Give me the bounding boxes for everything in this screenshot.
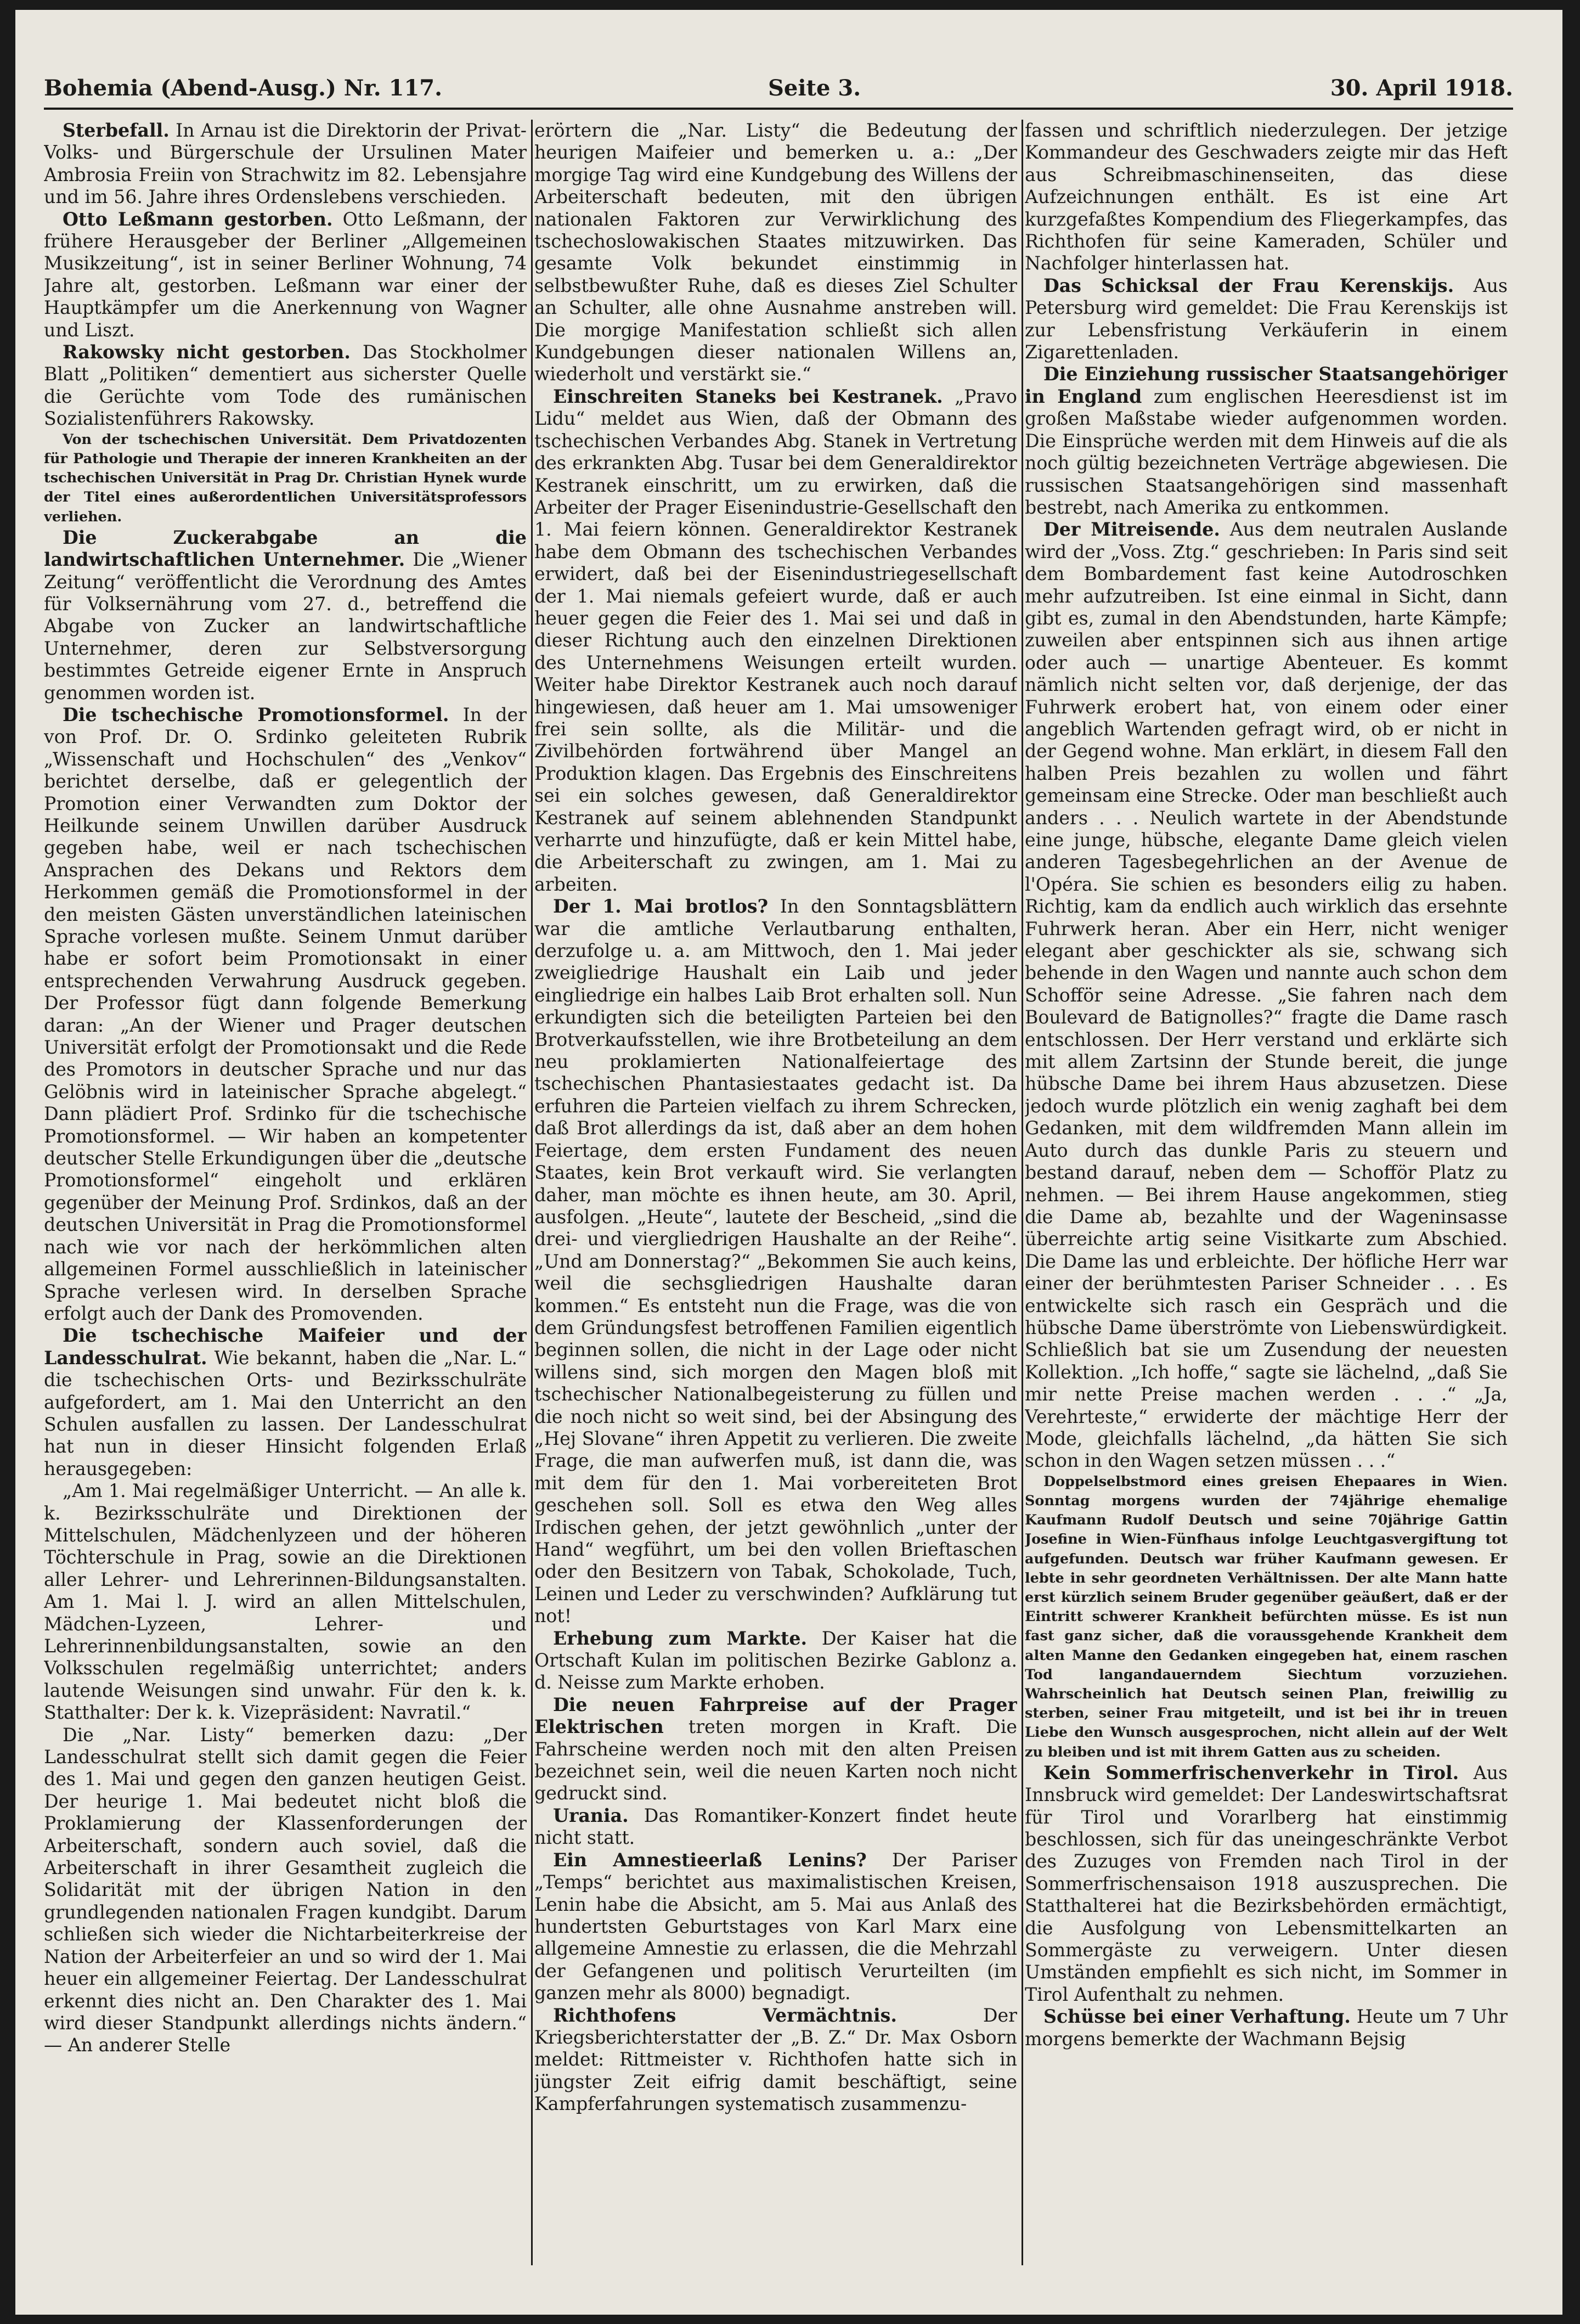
article-text: Die „Nar. Listy“ bemerken dazu: „Der Landesschulrat stellt sich damit gegen die Feier des 1. Mai und gegen den ganzen heutigen Geist. Der heurige 1. Mai bedeutet nicht bloß die Proklamierung der Klassenforderungen der Arbeiterschaft, sondern auch soviel, daß die Arbeiterschaft in ihrer Gesamtheit zugleich die Solidarität mit der übrigen Nation in den grundlegenden nationalen Fragen kundgibt. Darum schließen sich wieder die Nichtarbeiterkreise der Nation der Arbeiterfeier an und so wird der 1. Mai heuer ein allgemeiner Feiertag. Der Landesschulrat erkennt dies nicht an. Den Charakter des 1. Mai wird dieser Standpunkt allerdings nichts ändern.“ — An anderer Stelle <box>44 1724 527 2056</box>
article-text: zum englischen Heeresdienst ist im großen Maßstabe wieder aufgenommen worden. Die Einsprüche werden mit dem Hinweis auf die als noch gültig bezeichneten Verträge abgewiesen. Die russischen Staatsangehörigen sind massenhaft bestrebt, nach Amerika zu entkommen. <box>1025 385 1508 518</box>
masthead-edition: Bohemia (Abend-Ausg.) Nr. 117. <box>44 75 443 101</box>
article-text: In der von Prof. Dr. O. Srdinko geleiteten Rubrik „Wissenschaft und Hochschulen“ des „Venkov“ berichtet derselbe, daß er gelegentlich der Promotion einer Verwandten zum Doktor der Heilkunde seinem Unwillen darüber Ausdruck gegeben habe, weil er nach tschechischen Ansprachen des Dekans und Rektors dem Herkommen gemäß die Promotionsformel in der den meisten Gästen unverständlichen lateinischen Sprache vorlesen mußte. Seinem Unmut darüber habe er sofort beim Promotionsakt in einer entsprechenden Verwahrung Ausdruck gegeben. Der Professor fügt dann folgende Bemerkung daran: „An der Wiener und Prager deutschen Universität erfolgt der Promotionsakt und die Rede des Promotors in deutscher Sprache und nur das Gelöbnis wird in lateinischer Sprache abgelegt.“ Dann plädiert Prof. Srdinko für die tschechische Promotionsformel. — Wir haben an kompetenter deutscher Stelle Erkundigungen über die „deutsche Promotionsformel“ eingeholt und erklären gegenüber der Meinung Prof. Srdinkos, daß an der deutschen Universität in Prag die Promotionsformel nach wie vor nach der herkömmlichen alten allgemeinen Formel ausschließlich in lateinischer Sprache verlesen wird. In derselben Sprache erfolgt auch der Dank des Promovenden. <box>44 704 527 1324</box>
article-text: „Pravo Lidu“ meldet aus Wien, daß der Obmann des tschechischen Verbandes Abg. Stanek in Vertretung des erkrankten Abg. Tusar bei dem Generaldirektor Kestranek einschritt, um zu erwirken, daß die Arbeiter der Prager Eisenindustrie-Gesellschaft den 1. Mai feiern können. Generaldirektor Kestranek habe dem Obmann des tschechischen Verbandes erwidert, daß bei der Eisenindustriegesellschaft der 1. Mai niemals gefeiert wurde, daß er auch heuer gegen die Feier des 1. Mai sei und daß in dieser Richtung auch den einzelnen Direktionen des Unternehmens Weisungen erteilt wurden. Weiter habe Direktor Kestranek auch noch darauf hingewiesen, daß heuer am 1. Mai umsoweniger frei sein sollte, als die Militär- und die Zivilbehörden fortwährend über Mangel an Produktion klagen. Das Ergebnis des Einschreitens sei ein solches gewesen, daß Generaldirektor Kestranek auf seinem ablehnenden Standpunkt verharrte und hinzufügte, daß er kein Mittel habe, die Arbeiterschaft zu zwingen, am 1. Mai zu arbeiten. <box>534 385 1017 895</box>
newspaper-page <box>15 10 1562 2315</box>
article-headline: Der Mitreisende. <box>1043 519 1220 541</box>
article-headline: Urania. <box>553 1804 629 1826</box>
article-paragraph <box>534 896 1017 1627</box>
article-paragraph <box>534 1694 1017 1805</box>
article-text: Das Romantiker-Konzert findet heute nicht statt. <box>534 1804 1017 1849</box>
article-text: Der Kriegsberichterstatter der „B. Z.“ Dr. Max Osborn meldet: Rittmeister v. Richthofen hatte sich in jüngster Zeit eifrig damit beschäftigt, seine Kampferfahrungen systematisch zusammenzu- <box>534 2004 1017 2115</box>
article-paragraph <box>534 1805 1017 1849</box>
article-paragraph <box>534 2005 1017 2115</box>
article-headline: Otto Leßmann gestorben. <box>63 208 333 230</box>
article-paragraph <box>1025 120 1508 275</box>
article-headline: Die tschechische Promotionsformel. <box>63 704 449 725</box>
article-paragraph <box>44 430 527 527</box>
article-headline: Die Zuckerabgabe an die landwirtschaftlichen Unternehmer. <box>44 526 527 571</box>
column-2 <box>534 120 1017 2265</box>
article-text: fassen und schriftlich niederzulegen. Der jetzige Kommandeur des Geschwaders zeigte mir das Heft aus Schreibmaschinenseiten, das diese Aufzeichnungen enthält. Es ist eine Art kurzgefaßtes Kompendium des Fliegerkampfes, das Richthofen für seine Kameraden, Schüler und Nachfolger hinterlassen hat. <box>1025 120 1508 274</box>
article-paragraph <box>1025 363 1508 519</box>
article-headline: Die tschechische Maifeier und der Landesschulrat. <box>44 1325 527 1369</box>
article-headline: Richthofens Vermächtnis. <box>553 2004 897 2026</box>
article-text: treten morgen in Kraft. Die Fahrscheine werden noch mit den alten Preisen bezeichnet sein, weil die neuen Karten noch nicht gedruckt sind. <box>534 1716 1017 1804</box>
article-headline: Erhebung zum Markte. <box>553 1627 808 1649</box>
article-text: Das Stockholmer Blatt „Politiken“ dementiert aus sicherster Quelle die Gerüchte vom Tode des rumänischen Sozialistenführers Rakowsky. <box>44 341 527 430</box>
article-headline: Ein Amnestieerlaß Lenins? <box>553 1849 867 1871</box>
article-text: Doppelselbstmord eines greisen Ehepaares in Wien. Sonntag morgens wurden der 74jährige ehemalige Kaufmann Rudolf Deutsch und seine 70jährige Gattin Josefine in Wien-Fünfhaus infolge Leuchtgasvergiftung tot aufgefunden. Deutsch war früher Kaufmann gewesen. Er lebte in sehr geordneten Verhältnissen. Der alte Mann hatte erst kürzlich seinem Bruder gegenüber geäußert, daß er der Eintritt schwerer Krankheit befürchten müsse. Es ist nun fast ganz sicher, daß die voraussgehende Krankheit dem alten Manne den Gedanken eingegeben hat, einem raschen Tod langandauerndem Siechtum vorzuziehen. Wahrscheinlich hat Deutsch seinen Plan, freiwillig zu sterben, seiner Frau mitgeteilt, und ist bei ihr in treuen Liebe den Wunsch ausgesprochen, nicht allein auf der Welt zu bleiben und ist mit ihrem Gatten aus zu scheiden. <box>1025 1473 1508 1760</box>
page-number: Seite 3. <box>768 75 861 101</box>
page-header <box>44 69 1513 110</box>
article-paragraph <box>44 1480 527 1724</box>
article-paragraph <box>1025 1472 1508 1762</box>
article-headline: Das Schicksal der Frau Kerenskijs. <box>1043 274 1454 296</box>
article-paragraph <box>44 341 527 430</box>
article-paragraph <box>44 1325 527 1480</box>
article-text: Von der tschechischen Universität. Dem Privatdozenten für Pathologie und Therapie der inneren Krankheiten an der tschechischen Universität in Prag Dr. Christian Hynek wurde der Titel eines außerordentlichen Universitätsprofessors verliehen. <box>44 431 527 525</box>
issue-date: 30. April 1918. <box>1330 75 1513 101</box>
article-text: Aus dem neutralen Auslande wird der „Voss. Ztg.“ geschrieben: In Paris sind seit dem Bombardement fast keine Autodroschken mehr aufzutreiben. Ist eine einmal in Sicht, dann gibt es, zumal in den Abendstunden, harte Kämpfe; zuweilen aber entspinnen sich aus ihnen artige oder auch — unartige Abenteuer. Es kommt nämlich nicht selten vor, daß derjenige, der das Fuhrwerk erobert hat, von einem oder einer angeblich Wartenden gefragt wird, ob er nicht in der Gegend wohne. Man erklärt, in diesem Fall den halben Preis bezahlen zu wollen und fährt gemeinsam eine Strecke. Oder man beschließt auch anders . . . Neulich wartete in der Abendstunde eine junge, hübsche, elegante Dame gleich vielen anderen Tagesbegehrlichen an der Avenue de l'Opéra. Sie schien es besonders eilig zu haben. Richtig, kam da endlich auch wirklich das ersehnte Fuhrwerk heran. Aber ein Herr, nicht weniger elegant aber geschickter als sie, schwang sich behende in den Wagen und nannte auch schon dem Schofför seine Adresse. „Sie fahren nach dem Boulevard de Batignolles?“ fragte die Dame rasch entschlossen. Der Herr verstand und erklärte sich mit allem Zartsinn der Stunde bereit, die junge hübsche Dame bei ihrem Haus abzusetzen. Diese jedoch wurde plötzlich ein wenig zaghaft bei dem Gedanken, mit dem wildfremden Mann allein im Auto durch das dunkle Paris zu steuern und bestand darauf, neben dem — Schofför Platz zu nehmen. — Bei ihrem Hause angekommen, stieg die Dame ab, bezahlte und der Wageninsasse überreichte artig seine Visitkarte zum Abschied. Die Dame las und erbleichte. Der höfliche Herr war einer der berühmtesten Pariser Schneider . . . Es entwickelte sich rasch ein Gespräch und die hübsche Dame überströmte von Liebenswürdigkeit. Schließlich bat sie um Zusendung der neuesten Kollektion. „Ich hoffe,“ sagte sie lächelnd, „daß Sie mir nette Preise machen werden . . .“ „Ja, Verehrteste,“ erwiderte der mächtige Herr der Mode, gleichfalls lächelnd, „da hätten Sie sich schon in den Wagen setzen müssen . . .“ <box>1025 519 1508 1472</box>
article-text: Die „Wiener Zeitung“ veröffentlicht die Verordnung des Amtes für Volksernährung vom 27. d., betreffend die Abgabe von Zucker an landwirtschaftliche Unternehmer, deren zur Selbstversorgung bestimmtes Getreide eigener Ernte in Anspruch genommen worden ist. <box>44 549 527 704</box>
article-paragraph <box>1025 2006 1508 2050</box>
article-text: Wie bekannt, haben die „Nar. L.“ die tschechischen Orts- und Bezirksschulräte aufgefordert, am 1. Mai den Unterricht an den Schulen ausfallen zu lassen. Der Landesschulrat hat nun in dieser Hinsicht folgenden Erlaß herausgegeben: <box>44 1347 527 1479</box>
article-text: „Am 1. Mai regelmäßiger Unterricht. — An alle k. k. Bezirksschulräte und Direktionen der Mittelschulen, Mädchenlyzeen und der höheren Töchterschule in Prag, sowie an die Direktionen aller Lehrer- und Lehrerinnen-Bildungsanstalten. Am 1. Mai l. J. wird an allen Mittelschulen, Mädchen-Lyzeen, Lehrer- und Lehrerinnenbildungsanstalten, sowie an den Volksschulen regelmäßig unterrichtet; anders lautende Weisungen sind unwahr. Für den k. k. Statthalter: Der k. k. Vizepräsident: Navratil.“ <box>44 1480 527 1724</box>
article-text: Heute um 7 Uhr morgens bemerkte der Wachmann Bejsig <box>1025 2006 1508 2050</box>
article-paragraph <box>44 209 527 341</box>
article-headline: Kein Sommerfrischenverkehr in Tirol. <box>1043 1762 1459 1783</box>
article-paragraph <box>44 704 527 1325</box>
article-headline: Sterbefall. <box>63 120 170 141</box>
column-rule <box>1022 120 1023 2265</box>
column-1 <box>44 120 527 2265</box>
article-text: Der Kaiser hat die Ortschaft Kulan im politischen Bezirke Gablonz a. d. Neisse zum Markte erhoben. <box>534 1627 1017 1693</box>
article-headline: Rakowsky nicht gestorben. <box>63 341 351 363</box>
article-paragraph <box>44 527 527 704</box>
article-headline: Die neuen Fahrpreise auf der Prager Elektrischen <box>534 1693 1017 1738</box>
article-paragraph <box>534 386 1017 896</box>
column-3 <box>1025 120 1508 2265</box>
article-headline: Der 1. Mai brotlos? <box>553 896 769 918</box>
article-text: In Arnau ist die Direktorin der Privat-Volks- und Bürgerschule der Ursulinen Mater Ambrosia Freiin von Strachwitz im 82. Lebensjahre und im 56. Jahre ihres Ordenslebens verschieden. <box>44 120 527 208</box>
article-paragraph <box>44 120 527 209</box>
article-paragraph <box>1025 519 1508 1472</box>
article-text: Der Pariser „Temps“ berichtet aus maximalistischen Kreisen, Lenin habe die Absicht, am 5. Mai aus Anlaß des hundertsten Geburtstages von Karl Marx eine allgemeine Amnestie zu erlassen, die die Mehrzahl der Gefangenen und politisch Verurteilten (im ganzen mehr als 8000) begnadigt. <box>534 1849 1017 2004</box>
article-text: Aus Innsbruck wird gemeldet: Der Landeswirtschaftsrat für Tirol und Vorarlberg hat einstimmig beschlossen, sich für das uneingeschränkte Verbot des Zuzuges von Fremden nach Tirol in der Sommerfrischensaison 1918 auszusprechen. Die Statthalterei hat die Bezirksbehörden ermächtigt, die Ausfolgung von Lebensmittelkarten an Sommergäste zu verweigern. Unter diesen Umständen empfiehlt es sich nicht, im Sommer in Tirol Aufenthalt zu nehmen. <box>1025 1762 1508 2005</box>
article-headline: Einschreiten Staneks bei Kestranek. <box>553 385 943 407</box>
article-paragraph <box>1025 275 1508 364</box>
column-rule <box>531 120 533 2265</box>
article-text: Aus Petersburg wird gemeldet: Die Frau Kerenskijs ist zur Lebensfristung Verkäuferin in einem Zigarettenladen. <box>1025 274 1508 363</box>
article-paragraph <box>534 1628 1017 1694</box>
article-paragraph <box>1025 1762 1508 2006</box>
article-headline: Schüsse bei einer Verhaftung. <box>1043 2006 1351 2028</box>
article-text: In den Sonntagsblättern war die amtliche Verlautbarung enthalten, derzufolge u. a. am Mittwoch, den 1. Mai jeder zweigliedrige Haushalt ein Laib und jeder eingliedrige ein halbes Laib Brot erhalten soll. Nun erkundigten sich die beteiligten Parteien bei den Brotverkaufsstellen, wie ihre Brotbeteilung an dem neu proklamierten Nationalfeiertage des tschechischen Phantasiestaates gedacht ist. Da erfuhren die Parteien vielfach zu ihrem Schrecken, daß Brot allerdings da ist, daß aber an dem hohen Feiertage, dem ersten Fundament des neuen Staates, kein Brot verkauft wird. Sie verlangten daher, man möchte es ihnen heute, am 30. April, ausfolgen. „Heute“, lautete der Bescheid, „sind die drei- und viergliedrigen Haushalte an der Reihe“. „Und am Donnerstag?“ „Bekommen Sie auch keins, weil die sechsgliedrigen Haushalte daran kommen.“ Es entsteht nun die Frage, was die von dem Gründungsfest betroffenen Familien eigentlich beginnen sollen, die nicht in der Lage oder nicht willens sind, sich morgen den Magen bloß mit tschechischer Nationalbegeisterung zu füllen und die noch nicht so weit sind, bei der Absingung des „Hej Slovane“ ihren Appetit zu verlieren. Die zweite Frage, die man aufwerfen muß, ist dann die, was mit dem für den 1. Mai vorbereiteten Brot geschehen soll. Soll es etwa den Weg alles Irdischen gehen, der jetzt gewöhnlich „unter der Hand“ wegführt, um bei den vollen Brieftaschen oder den Besitzern von Tabak, Schokolade, Tuch, Leinen und Leder zu verschwinden? Aufklärung tut not! <box>534 896 1017 1627</box>
article-text: Otto Leßmann, der frühere Herausgeber der Berliner „Allgemeinen Musikzeitung“, ist in seiner Berliner Wohnung, 74 Jahre alt, gestorben. Leßmann war einer der Hauptkämpfer um die Anerkennung von Wagner und Liszt. <box>44 208 527 341</box>
article-paragraph <box>534 120 1017 386</box>
article-text: erörtern die „Nar. Listy“ die Bedeutung der heurigen Maifeier und bemerken u. a.: „Der morgige Tag wird eine Kundgebung des Willens der Arbeiterschaft bedeuten, mit den übrigen nationalen Faktoren zur Verwirklichung des tschechoslowakischen Staates mitzuwirken. Das gesamte Volk bekundet einstimmig in selbstbewußter Ruhe, daß es dieses Ziel Schulter an Schulter, alle ohne Ausnahme anstreben will. Die morgige Manifestation schließt sich allen Kundgebungen dieser nationalen Willens an, wiederholt und verstärkt sie.“ <box>534 120 1017 385</box>
article-paragraph <box>44 1724 527 2057</box>
article-headline: Die Einziehung russischer Staatsangehöriger in England <box>1025 363 1508 407</box>
article-paragraph <box>534 1849 1017 2005</box>
